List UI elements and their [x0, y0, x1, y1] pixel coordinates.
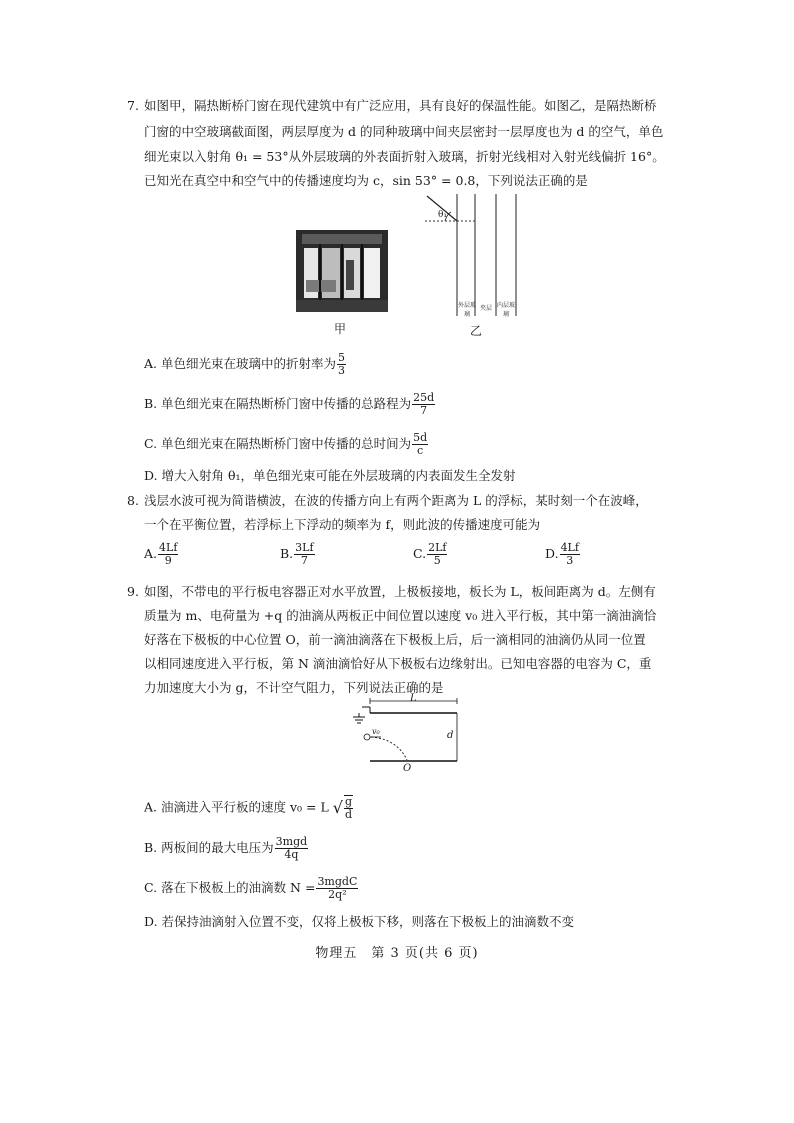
q7-option-a-text: A. 单色细光束在玻璃中的折射率为 [144, 356, 336, 371]
frac-den: 3 [566, 554, 574, 567]
q7-line-4: 已知光在真空中和空气中的传播速度均为 c，sin 53° = 0.8，下列说法正确的是 [144, 173, 588, 188]
q8-option-b-label: B. [280, 546, 294, 561]
layer-air-gap: 夹层 [479, 305, 492, 312]
q7-option-d: D. 增大入射角 θ₁，单色细光束可能在外层玻璃的内表面发生全发射 [144, 468, 516, 483]
q7-line-3: 细光束以入射角 θ₁ = 53°从外层玻璃的外表面折射入玻璃，折射光线相对入射光线偏折 16°。 [144, 149, 665, 164]
frac-num: 2Lf [428, 541, 447, 554]
frac-den: 7 [300, 554, 308, 567]
q9-option-b-fraction [275, 836, 309, 861]
frac-den: d [344, 808, 352, 821]
page-footer: 物理五 第 3 页(共 6 页) [315, 946, 479, 961]
frac-num: 3mgdC [317, 875, 358, 888]
frac-num: 3mgd [275, 835, 308, 848]
figure-window-photo [296, 230, 388, 312]
q9-option-c-fraction [316, 876, 358, 901]
layer-outer-glass: 外层玻璃 [458, 302, 477, 318]
q9-option-a [144, 795, 353, 821]
q7-option-b [144, 392, 435, 417]
q9-line-1: 如图，不带电的平行板电容器正对水平放置，上极板接地，板长为 L，板间距离为 d。左侧有 [144, 584, 656, 599]
frac-num: 4Lf [560, 541, 579, 554]
frac-den: 9 [164, 554, 172, 567]
figure-label-d: d [447, 730, 454, 741]
frac-num: 5 [337, 351, 345, 364]
frac-num: 3Lf [295, 541, 314, 554]
frac-num: 4Lf [159, 541, 178, 554]
frac-den: 2q² [328, 888, 347, 901]
figure-b-label: 乙 [470, 324, 483, 338]
q9-line-4: 以相同速度进入平行板，第 N 滴油滴恰好从下极板右边缘射出。已知电容器的电容为 C，重 [144, 656, 652, 671]
frac-den: 5 [433, 554, 441, 567]
frac-num: g [344, 795, 352, 808]
q9-line-2: 质量为 m、电荷量为 +q 的油滴从两板正中间位置以速度 v₀ 进入平行板，其中第一滴油滴恰 [144, 608, 657, 623]
q9-option-a-text: A. 油滴进入平行板的速度 v₀ = L [144, 799, 329, 815]
q7-option-a [144, 352, 346, 377]
q8-option-d [545, 542, 580, 567]
layer-inner-glass: 内层玻璃 [497, 302, 516, 318]
frac-den: 4q [284, 848, 299, 861]
q8-option-b-fraction [294, 542, 314, 567]
q7-option-a-fraction [337, 352, 346, 377]
q8-option-d-label: D. [545, 546, 559, 561]
q8-option-a-label: A. [144, 546, 158, 561]
frac-den: c [417, 444, 424, 457]
q9-option-d: D. 若保持油滴射入位置不变，仅将上极板下移，则落在下极板上的油滴数不变 [144, 914, 575, 929]
q7-line-1: 如图甲，隔热断桥门窗在现代建筑中有广泛应用，具有良好的保温性能。如图乙，是隔热断桥 [144, 98, 657, 113]
q9-line-5: 力加速度大小为 g，不计空气阻力，下列说法正确的是 [144, 680, 444, 695]
q9-option-b-text: B. 两板间的最大电压为 [144, 840, 274, 855]
figure-label-O: O [403, 763, 412, 774]
q8-option-c-label: C. [413, 546, 427, 561]
frac-num: 25d [413, 391, 435, 404]
q7-option-c-fraction [412, 432, 428, 457]
q7-number: 7. [127, 98, 139, 113]
frac-den: 7 [420, 404, 428, 417]
q7-option-b-text: B. 单色细光束在隔热断桥门窗中传播的总路程为 [144, 396, 412, 411]
q7-line-2: 门窗的中空玻璃截面图，两层厚度为 d 的同种玻璃中间夹层密封一层厚度也为 d 的空气，单色 [144, 124, 664, 139]
q8-option-c [413, 542, 447, 567]
q9-number: 9. [127, 584, 139, 599]
q9-line-3: 好落在下极板的中心位置 O，前一滴油滴落在下极板上后，后一滴相同的油滴仍从同一位置 [144, 632, 646, 647]
q7-option-c [144, 432, 428, 457]
figure-label-L: L [410, 693, 417, 704]
q9-option-c [144, 876, 358, 901]
q8-option-d-fraction [560, 542, 580, 567]
q9-option-b [144, 836, 308, 861]
q8-option-a-fraction [158, 542, 178, 567]
q8-line-1: 浅层水波可视为简谐横波，在波的传播方向上有两个距离为 L 的浮标，某时刻一个在波峰， [144, 493, 648, 508]
q7-option-c-text: C. 单色细光束在隔热断桥门窗中传播的总时间为 [144, 436, 412, 451]
q9-option-a-fraction [344, 795, 353, 821]
figure-a-label: 甲 [334, 322, 347, 336]
q8-option-a [144, 542, 178, 567]
frac-den: 3 [337, 364, 345, 377]
q8-option-b [280, 542, 315, 567]
frac-num: 5d [413, 431, 428, 444]
figure-label-v0: v₀ [372, 727, 380, 736]
q9-option-c-text: C. 落在下极板上的油滴数 N = [144, 880, 316, 895]
q8-option-c-fraction [427, 542, 447, 567]
sqrt-symbol: √ [332, 798, 343, 817]
q8-line-2: 一个在平衡位置，若浮标上下浮动的频率为 f，则此波的传播速度可能为 [144, 517, 541, 532]
figure-b-theta: θ₁ [438, 210, 448, 220]
q8-number: 8. [127, 493, 139, 508]
q7-option-b-fraction [412, 392, 435, 417]
